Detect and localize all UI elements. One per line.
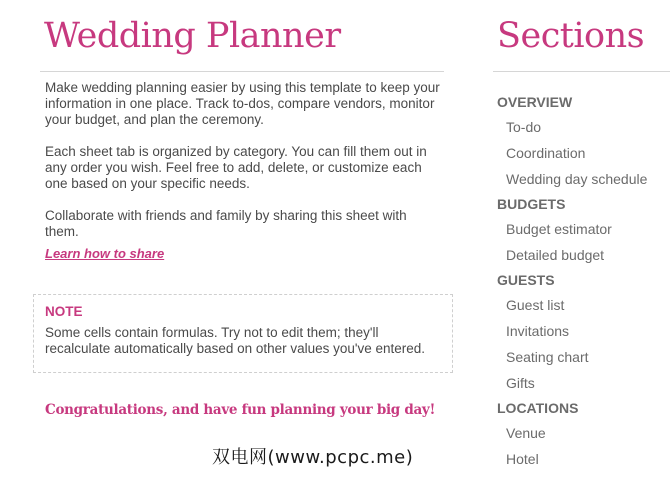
note-box bbox=[33, 294, 453, 373]
section-link-wedding-day-schedule[interactable]: Wedding day schedule bbox=[506, 171, 648, 187]
section-header-budgets: BUDGETS bbox=[497, 196, 566, 212]
section-link-invitations[interactable]: Invitations bbox=[506, 323, 570, 339]
section-link-venue[interactable]: Venue bbox=[506, 425, 546, 441]
section-header-guests: GUESTS bbox=[497, 272, 555, 288]
section-link-detailed-budget[interactable]: Detailed budget bbox=[506, 247, 605, 263]
section-link-gifts[interactable]: Gifts bbox=[506, 375, 535, 391]
sections-title-rule bbox=[493, 71, 670, 72]
sections-nav bbox=[497, 90, 670, 472]
congrats-message: Congratulations, and have fun planning your big day! bbox=[45, 402, 436, 418]
section-link-budget-estimator[interactable]: Budget estimator bbox=[506, 221, 612, 237]
learn-how-to-share-link[interactable]: Learn how to share bbox=[45, 246, 165, 261]
section-link-coordination[interactable]: Coordination bbox=[506, 145, 586, 161]
intro-paragraph: Collaborate with friends and family by sharing this sheet with them. bbox=[45, 208, 407, 239]
section-header-locations: LOCATIONS bbox=[497, 400, 579, 416]
intro-paragraph: Make wedding planning easier by using this template to keep your information in one place. Track to-dos, compare vendors, monitor your budget, and plan the ceremony. bbox=[45, 80, 440, 127]
note-label: NOTE bbox=[45, 304, 83, 319]
watermark-text: 双电网(www.pcpc.me) bbox=[212, 447, 414, 468]
section-link-guest-list[interactable]: Guest list bbox=[506, 297, 565, 313]
main-title-rule bbox=[40, 71, 444, 72]
sections-title: Sections bbox=[497, 16, 645, 56]
intro-text bbox=[45, 80, 440, 240]
note-text: Some cells contain formulas. Try not to edit them; they'll recalculate automatically based on other values you've entered. bbox=[45, 325, 426, 356]
section-link-seating-chart[interactable]: Seating chart bbox=[506, 349, 589, 365]
section-link-to-do[interactable]: To-do bbox=[506, 119, 542, 135]
section-header-overview: OVERVIEW bbox=[497, 94, 573, 110]
section-link-hotel[interactable]: Hotel bbox=[506, 451, 539, 467]
intro-paragraph: Each sheet tab is organized by category. You can fill them out in any order you wish. Feel free to add, delete, or customize each one based on your specific needs. bbox=[45, 144, 427, 191]
main-title: Wedding Planner bbox=[44, 16, 341, 56]
